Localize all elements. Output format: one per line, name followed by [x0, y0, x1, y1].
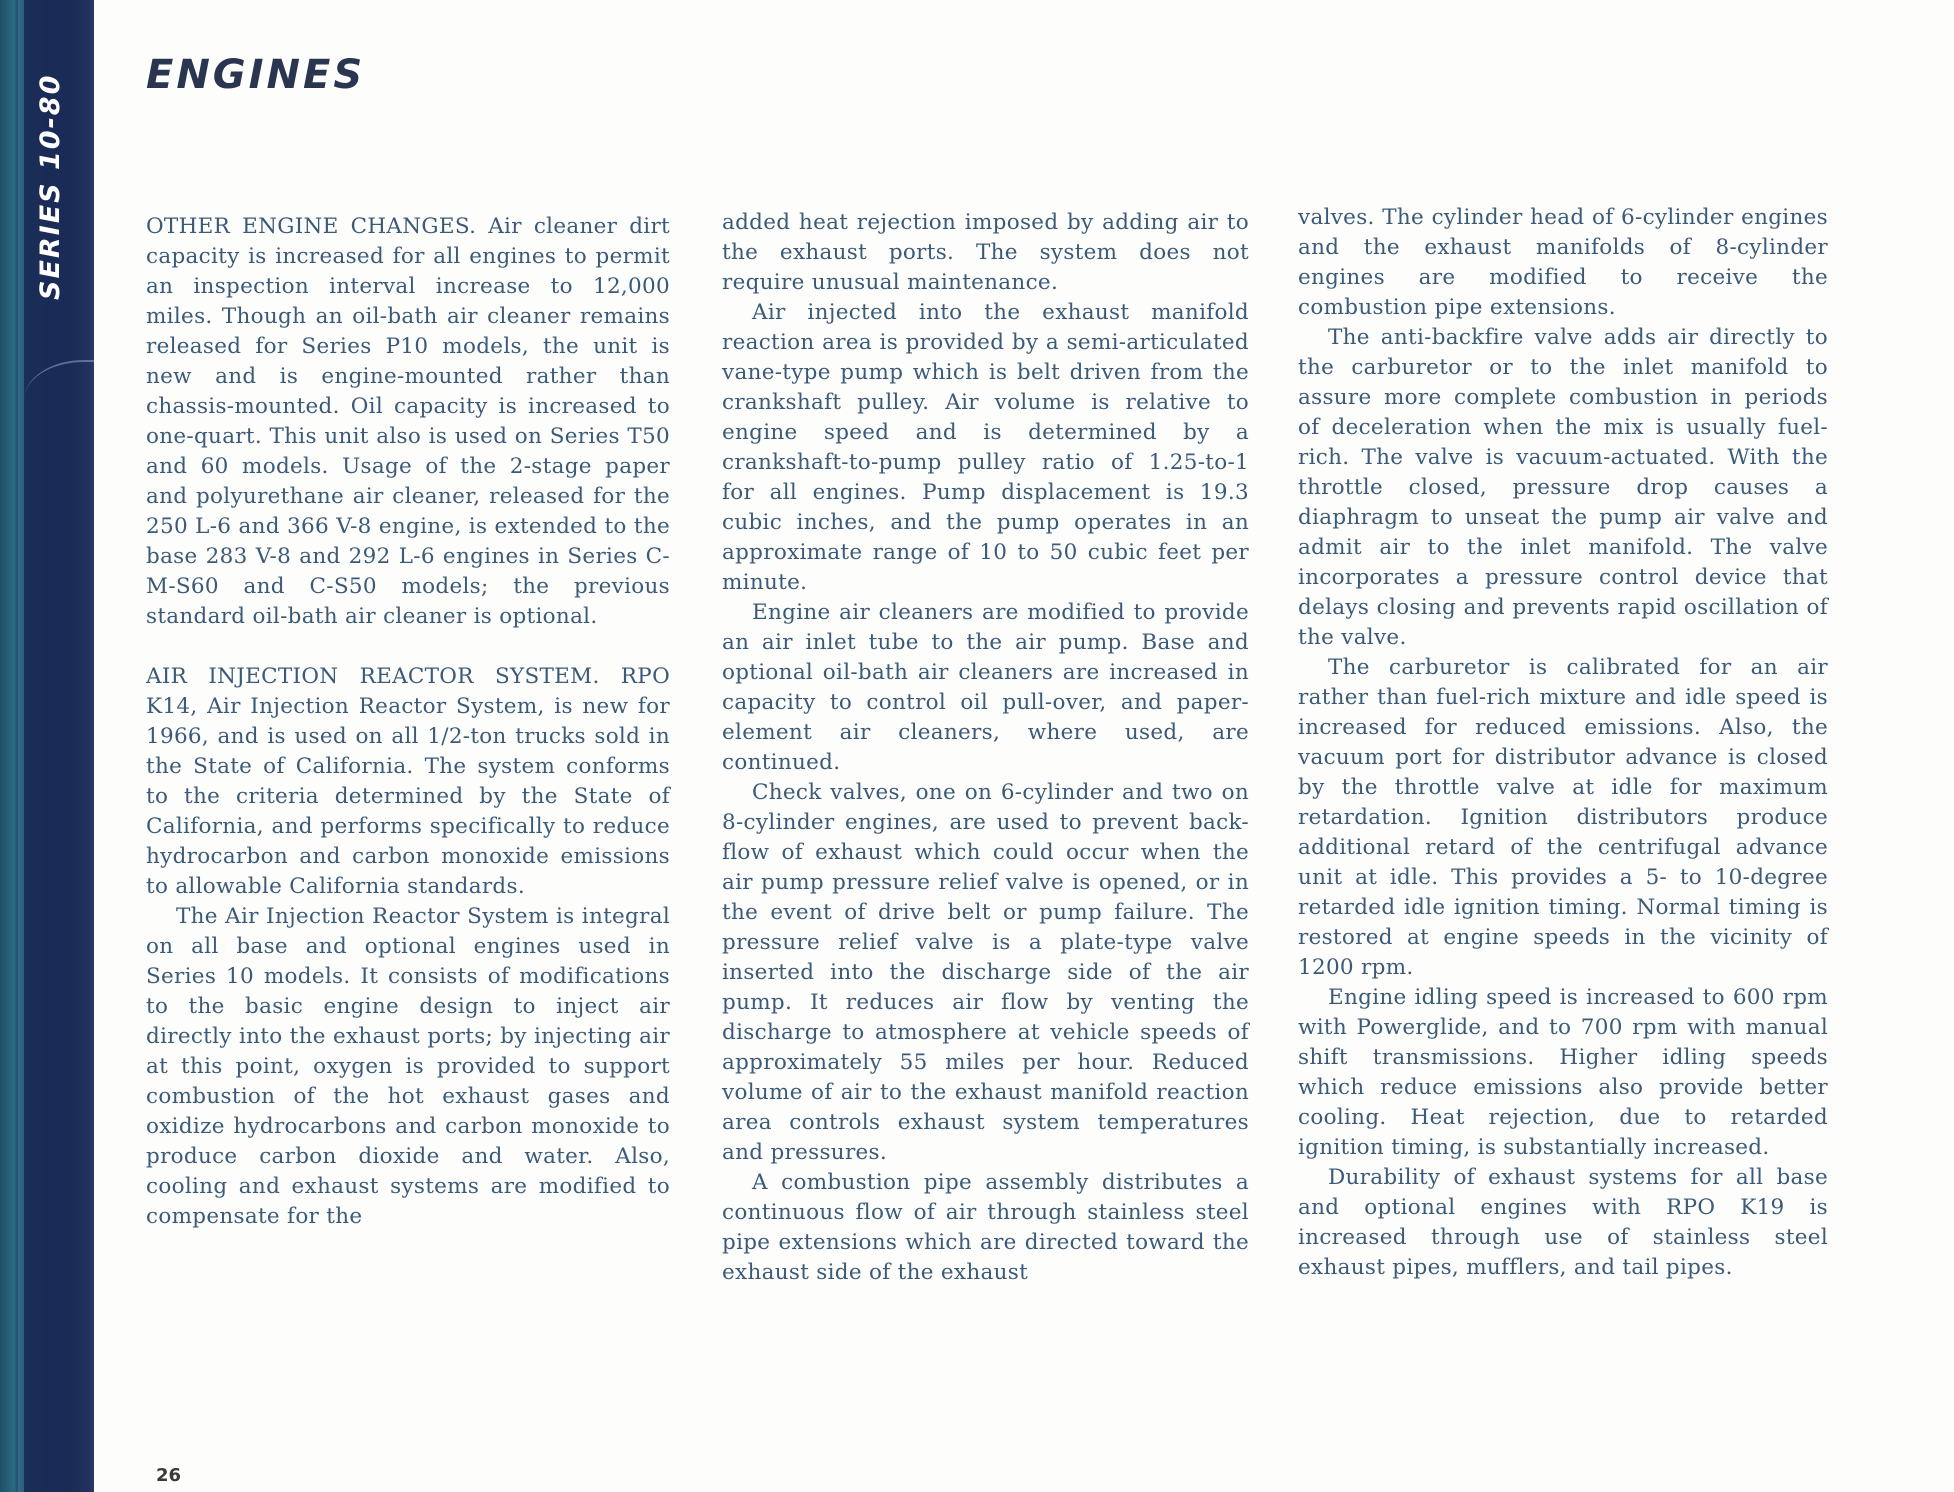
- page-number: 26: [156, 1465, 182, 1486]
- text-column-1: [146, 212, 670, 1232]
- binding-spine: [0, 0, 94, 1492]
- paragraph: Durability of exhaust systems for all base and optional engines with RPO K19 is increased through use of stainless steel exhaust pipes, mufflers, and tail pipes.: [1298, 1165, 1828, 1280]
- text-column-2: [722, 208, 1249, 1288]
- paragraph: Engine idling speed is increased to 600 rpm with Powerglide, and to 700 rpm with manual shift transmissions. Higher idling speeds which reduce emissions also provide better cooling. Heat rejection, due to retarded ignition timing, is substantially increased.: [1298, 985, 1828, 1160]
- paragraph: The anti-backfire valve adds air directly to the carburetor or to the inlet manifold to assure more complete combustion in periods of deceleration when the mix is usually fuel-rich. The valve is vacuum-actuated. With the throttle closed, pressure drop causes a diaphragm to unseat the pump air valve and admit air to the inlet manifold. The valve incorporates a pressure control device that delays closing and prevents rapid oscillation of the valve.: [1298, 325, 1828, 650]
- paragraph: A combustion pipe assembly distributes a continuous flow of air through stainless steel pipe extensions which are directed toward the exhaust side of the exhaust: [722, 1170, 1249, 1285]
- spine-edge-stripe: [18, 0, 24, 1492]
- paragraph: OTHER ENGINE CHANGES. Air cleaner dirt capacity is increased for all engines to permit an inspection interval increase to 12,000 miles. Though an oil-bath air cleaner remains released for Series P10 models, the unit is new and is engine-mounted rather than chassis-mounted. Oil capacity is increased to one-quart. This unit also is used on Series T50 and 60 models. Usage of the 2-stage paper and polyurethane air cleaner, released for the 250 L-6 and 366 V-8 engine, is extended to the base 283 V-8 and 292 L-6 engines in Series C-M-S60 and C-S50 models; the previous standard oil-bath air cleaner is optional.: [146, 214, 670, 629]
- paragraph: added heat rejection imposed by adding air to the exhaust ports. The system does not require unusual maintenance.: [722, 210, 1249, 295]
- paragraph: The Air Injection Reactor System is integral on all base and optional engines used in Series 10 models. It consists of modifications to the basic engine design to inject air directly into the exhaust ports; by injecting air at this point, oxygen is provided to support combustion of the hot exhaust gases and oxidize hydrocarbons and carbon monoxide to produce carbon dioxide and water. Also, cooling and exhaust systems are modified to compensate for the: [146, 904, 670, 1229]
- paragraph: The carburetor is calibrated for an air rather than fuel-rich mixture and idle speed is increased for reduced emissions. Also, the vacuum port for distributor advance is closed by the throttle valve at idle for maximum retardation. Ignition distributors produce additional retard of the centrifugal advance unit at idle. This provides a 5- to 10-degree retarded idle ignition timing. Normal timing is restored at engine speeds in the vicinity of 1200 rpm.: [1298, 655, 1828, 980]
- series-label: SERIES 10-80: [35, 73, 66, 300]
- text-column-3: [1298, 203, 1828, 1283]
- paragraph: Air injected into the exhaust manifold reaction area is provided by a semi-articulated vane-type pump which is belt driven from the crankshaft pulley. Air volume is relative to engine speed and is determined by a crankshaft-to-pump pulley ratio of 1.25-to-1 for all engines. Pump displacement is 19.3 cubic inches, and the pump operates in an approximate range of 10 to 50 cubic feet per minute.: [722, 300, 1249, 595]
- paragraph: Check valves, one on 6-cylinder and two on 8-cylinder engines, are used to prevent back-flow of exhaust which could occur when the air pump pressure relief valve is opened, or in the event of drive belt or pump failure. The pressure relief valve is a plate-type valve inserted into the discharge side of the air pump. It reduces air flow by venting the discharge to atmosphere at vehicle speeds of approximately 55 miles per hour. Reduced volume of air to the exhaust manifold reaction area controls exhaust system temperatures and pressures.: [722, 780, 1249, 1165]
- paragraph: valves. The cylinder head of 6-cylinder engines and the exhaust manifolds of 8-cylinder engines are modified to receive the combustion pipe extensions.: [1298, 205, 1828, 320]
- spine-curve-decoration: [24, 360, 94, 422]
- page-title: ENGINES: [146, 52, 366, 98]
- paragraph: AIR INJECTION REACTOR SYSTEM. RPO K14, Air Injection Reactor System, is new for 1966, and is used on all 1/2-ton trucks sold in the State of California. The system conforms to the criteria determined by the State of California, and performs specifically to reduce hydrocarbon and carbon monoxide emissions to allowable California standards.: [146, 664, 670, 899]
- paragraph: Engine air cleaners are modified to provide an air inlet tube to the air pump. Base and optional oil-bath air cleaners are increased in capacity to control oil pull-over, and paper-element air cleaners, where used, are continued.: [722, 600, 1249, 775]
